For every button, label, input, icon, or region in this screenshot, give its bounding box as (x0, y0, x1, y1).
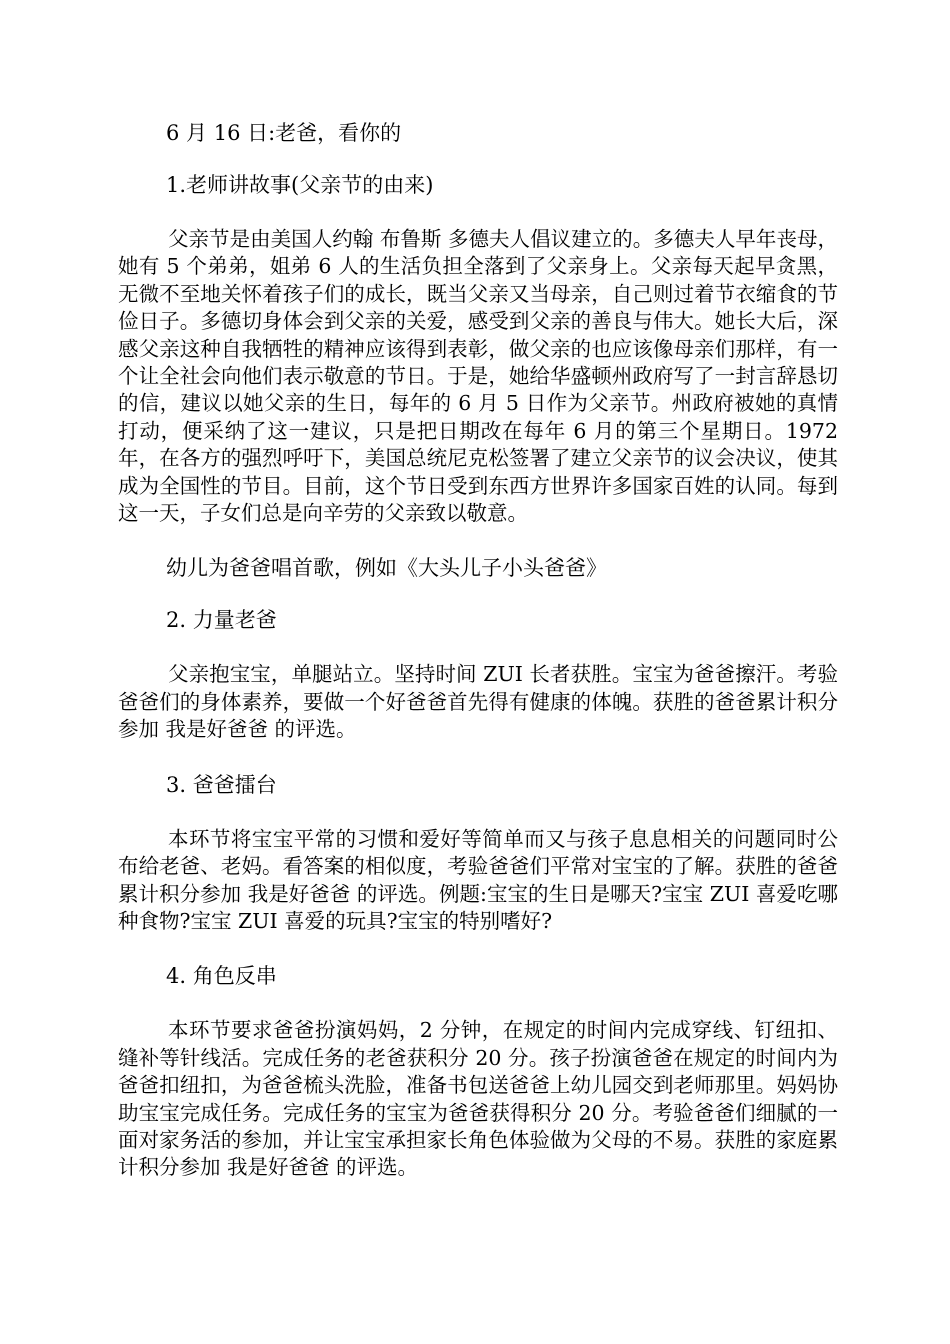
spacer (118, 635, 838, 661)
section-2-heading: 2. 力量老爸 (166, 608, 277, 633)
section-4-paragraph: 本环节要求爸爸扮演妈妈，2 分钟，在规定的时间内完成穿线、钉纽扣、缝补等针线活。完成任务的老爸获积分 20 分。孩子扮演爸爸在规定的时间内为爸爸扣纽扣，为爸爸梳头洗脸，准备书包送爸爸上幼儿园交到老师那里。妈妈协助宝宝完成任务。完成任务的宝宝为爸爸获得积分 20 分。考验爸爸们细腻的一面对家务活的参加，并让宝宝承担家长角色体验做为父母的不易。获胜的家庭累计积分参加 我是好爸爸 的评选。 (118, 1018, 838, 1180)
section-2-paragraph: 父亲抱宝宝，单腿站立。坚持时间 ZUI 长者获胜。宝宝为爸爸擦汗。考验爸爸们的身体素养，要做一个好爸爸首先得有健康的体魄。获胜的爸爸累计积分参加 我是好爸爸 的评选。 (118, 662, 838, 742)
spacer (118, 800, 838, 826)
spacer (118, 991, 838, 1017)
spacer (118, 583, 838, 605)
document-body (118, 118, 838, 1182)
spacer (118, 935, 838, 961)
spacer (118, 200, 838, 226)
song-line: 幼儿为爸爸唱首歌，例如《大头儿子小头爸爸》 (166, 556, 607, 581)
section-3-heading: 3. 爸爸擂台 (166, 772, 277, 797)
page-title: 6 月 16 日:老爸，看你的 (166, 121, 402, 145)
spacer (118, 744, 838, 770)
section-4-heading: 4. 角色反串 (166, 964, 277, 989)
section-1-heading: 1.老师讲故事(父亲节的由来) (166, 173, 434, 197)
spacer (118, 148, 838, 170)
section-3-paragraph: 本环节将宝宝平常的习惯和爱好等简单而又与孩子息息相关的问题同时公布给老爸、老妈。看答案的相似度，考验爸爸们平常对宝宝的了解。获胜的爸爸累计积分参加 我是好爸爸 的评选。例题:宝宝的生日是哪天?宝宝 ZUI 喜爱吃哪种食物?宝宝 ZUI 喜爱的玩具?宝宝的特别嗜好? (118, 826, 838, 933)
section-1-paragraph: 父亲节是由美国人约翰 布鲁斯 多德夫人倡议建立的。多德夫人早年丧母，她有 5 个弟弟，姐弟 6 人的生活负担全落到了父亲身上。父亲每天起早贪黑，无微不至地关怀着孩子们的成长，既当父亲又当母亲，自己则过着节衣缩食的节俭日子。多德切身体会到父亲的关爱，感受到父亲的善良与伟大。她长大后，深感父亲这种自我牺牲的精神应该得到表彰，做父亲的也应该像母亲们那样，有一个让全社会向他们表示敬意的节日。于是，她给华盛顿州政府写了一封言辞恳切的信，建议以她父亲的生日，每年的 6 月 5 日作为父亲节。州政府被她的真情打动，便采纳了这一建议，只是把日期改在每年 6 月的第三个星期日。1972 年，在各方的强烈呼吁下，美国总统尼克松签署了建立父亲节的议会决议，使其成为全国性的节目。目前，这个节日受到东西方世界许多国家百姓的认同。每到这一天，子女们总是向辛劳的父亲致以敬意。 (118, 227, 838, 526)
spacer (118, 527, 838, 553)
